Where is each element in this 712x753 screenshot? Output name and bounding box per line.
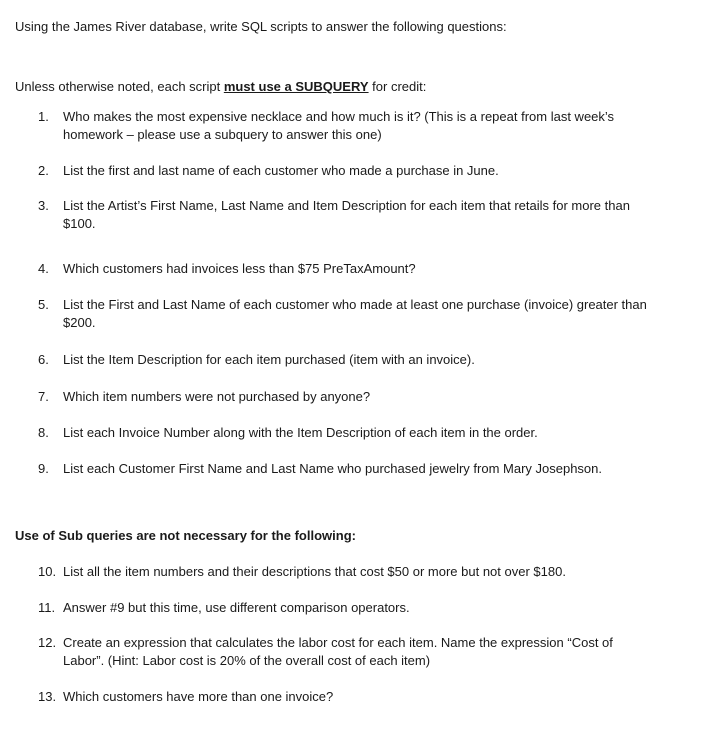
question-6 bbox=[38, 351, 648, 369]
question-2 bbox=[38, 162, 648, 180]
subquery-note-after: for credit: bbox=[368, 79, 427, 94]
question-number: 9. bbox=[38, 461, 49, 476]
question-text: List each Invoice Number along with the Item Description of each item in the order. bbox=[63, 425, 538, 440]
question-7 bbox=[38, 388, 648, 406]
question-text: List each Customer First Name and Last Name who purchased jewelry from Mary Josephson. bbox=[63, 461, 602, 476]
question-number: 1. bbox=[38, 109, 49, 124]
question-number: 4. bbox=[38, 261, 49, 276]
question-10 bbox=[38, 563, 648, 581]
question-text: Which item numbers were not purchased by anyone? bbox=[63, 389, 371, 404]
question-number: 7. bbox=[38, 389, 49, 404]
subquery-note-emphasis: must use a SUBQUERY bbox=[223, 79, 369, 94]
question-number: 2. bbox=[38, 163, 49, 178]
question-number: 5. bbox=[38, 297, 49, 312]
subquery-note bbox=[15, 78, 426, 96]
question-11 bbox=[38, 599, 648, 617]
question-text: Which customers have more than one invoice? bbox=[63, 689, 334, 704]
question-text: List the Artist’s First Name, Last Name and Item Description for each item that retails for more than $100. bbox=[63, 198, 630, 231]
question-text: List the first and last name of each customer who made a purchase in June. bbox=[63, 163, 499, 178]
question-1 bbox=[38, 108, 648, 144]
question-text: Which customers had invoices less than $75 PreTaxAmount? bbox=[63, 261, 416, 276]
question-4 bbox=[38, 260, 648, 278]
question-9 bbox=[38, 460, 648, 478]
no-subquery-note: Use of Sub queries are not necessary for the following: bbox=[15, 528, 356, 543]
question-number: 12. bbox=[38, 635, 57, 650]
question-number: 3. bbox=[38, 198, 49, 213]
subquery-note-before: Unless otherwise noted, each script bbox=[15, 79, 224, 94]
question-text: List the Item Description for each item purchased (item with an invoice). bbox=[63, 352, 475, 367]
question-text: List the First and Last Name of each customer who made at least one purchase (invoice) greater than $200. bbox=[63, 297, 647, 330]
question-text: List all the item numbers and their descriptions that cost $50 or more but not over $180. bbox=[63, 564, 566, 579]
intro-text: Using the James River database, write SQL scripts to answer the following questions: bbox=[15, 19, 507, 34]
question-number: 11. bbox=[38, 600, 56, 615]
question-13 bbox=[38, 688, 648, 706]
question-text: Answer #9 but this time, use different comparison operators. bbox=[63, 600, 410, 615]
question-text: Who makes the most expensive necklace and how much is it? (This is a repeat from last week’s homework – please use a subquery to answer this one) bbox=[63, 109, 615, 142]
question-12 bbox=[38, 634, 648, 670]
question-3 bbox=[38, 197, 648, 233]
question-number: 6. bbox=[38, 352, 49, 367]
question-number: 8. bbox=[38, 425, 49, 440]
question-text: Create an expression that calculates the labor cost for each item. Name the expression “Cost of Labor”. (Hint: Labor cost is 20% of the overall cost of each item) bbox=[63, 635, 613, 668]
question-5 bbox=[38, 296, 648, 332]
question-8 bbox=[38, 424, 648, 442]
question-number: 10. bbox=[38, 564, 57, 579]
question-number: 13. bbox=[38, 689, 57, 704]
